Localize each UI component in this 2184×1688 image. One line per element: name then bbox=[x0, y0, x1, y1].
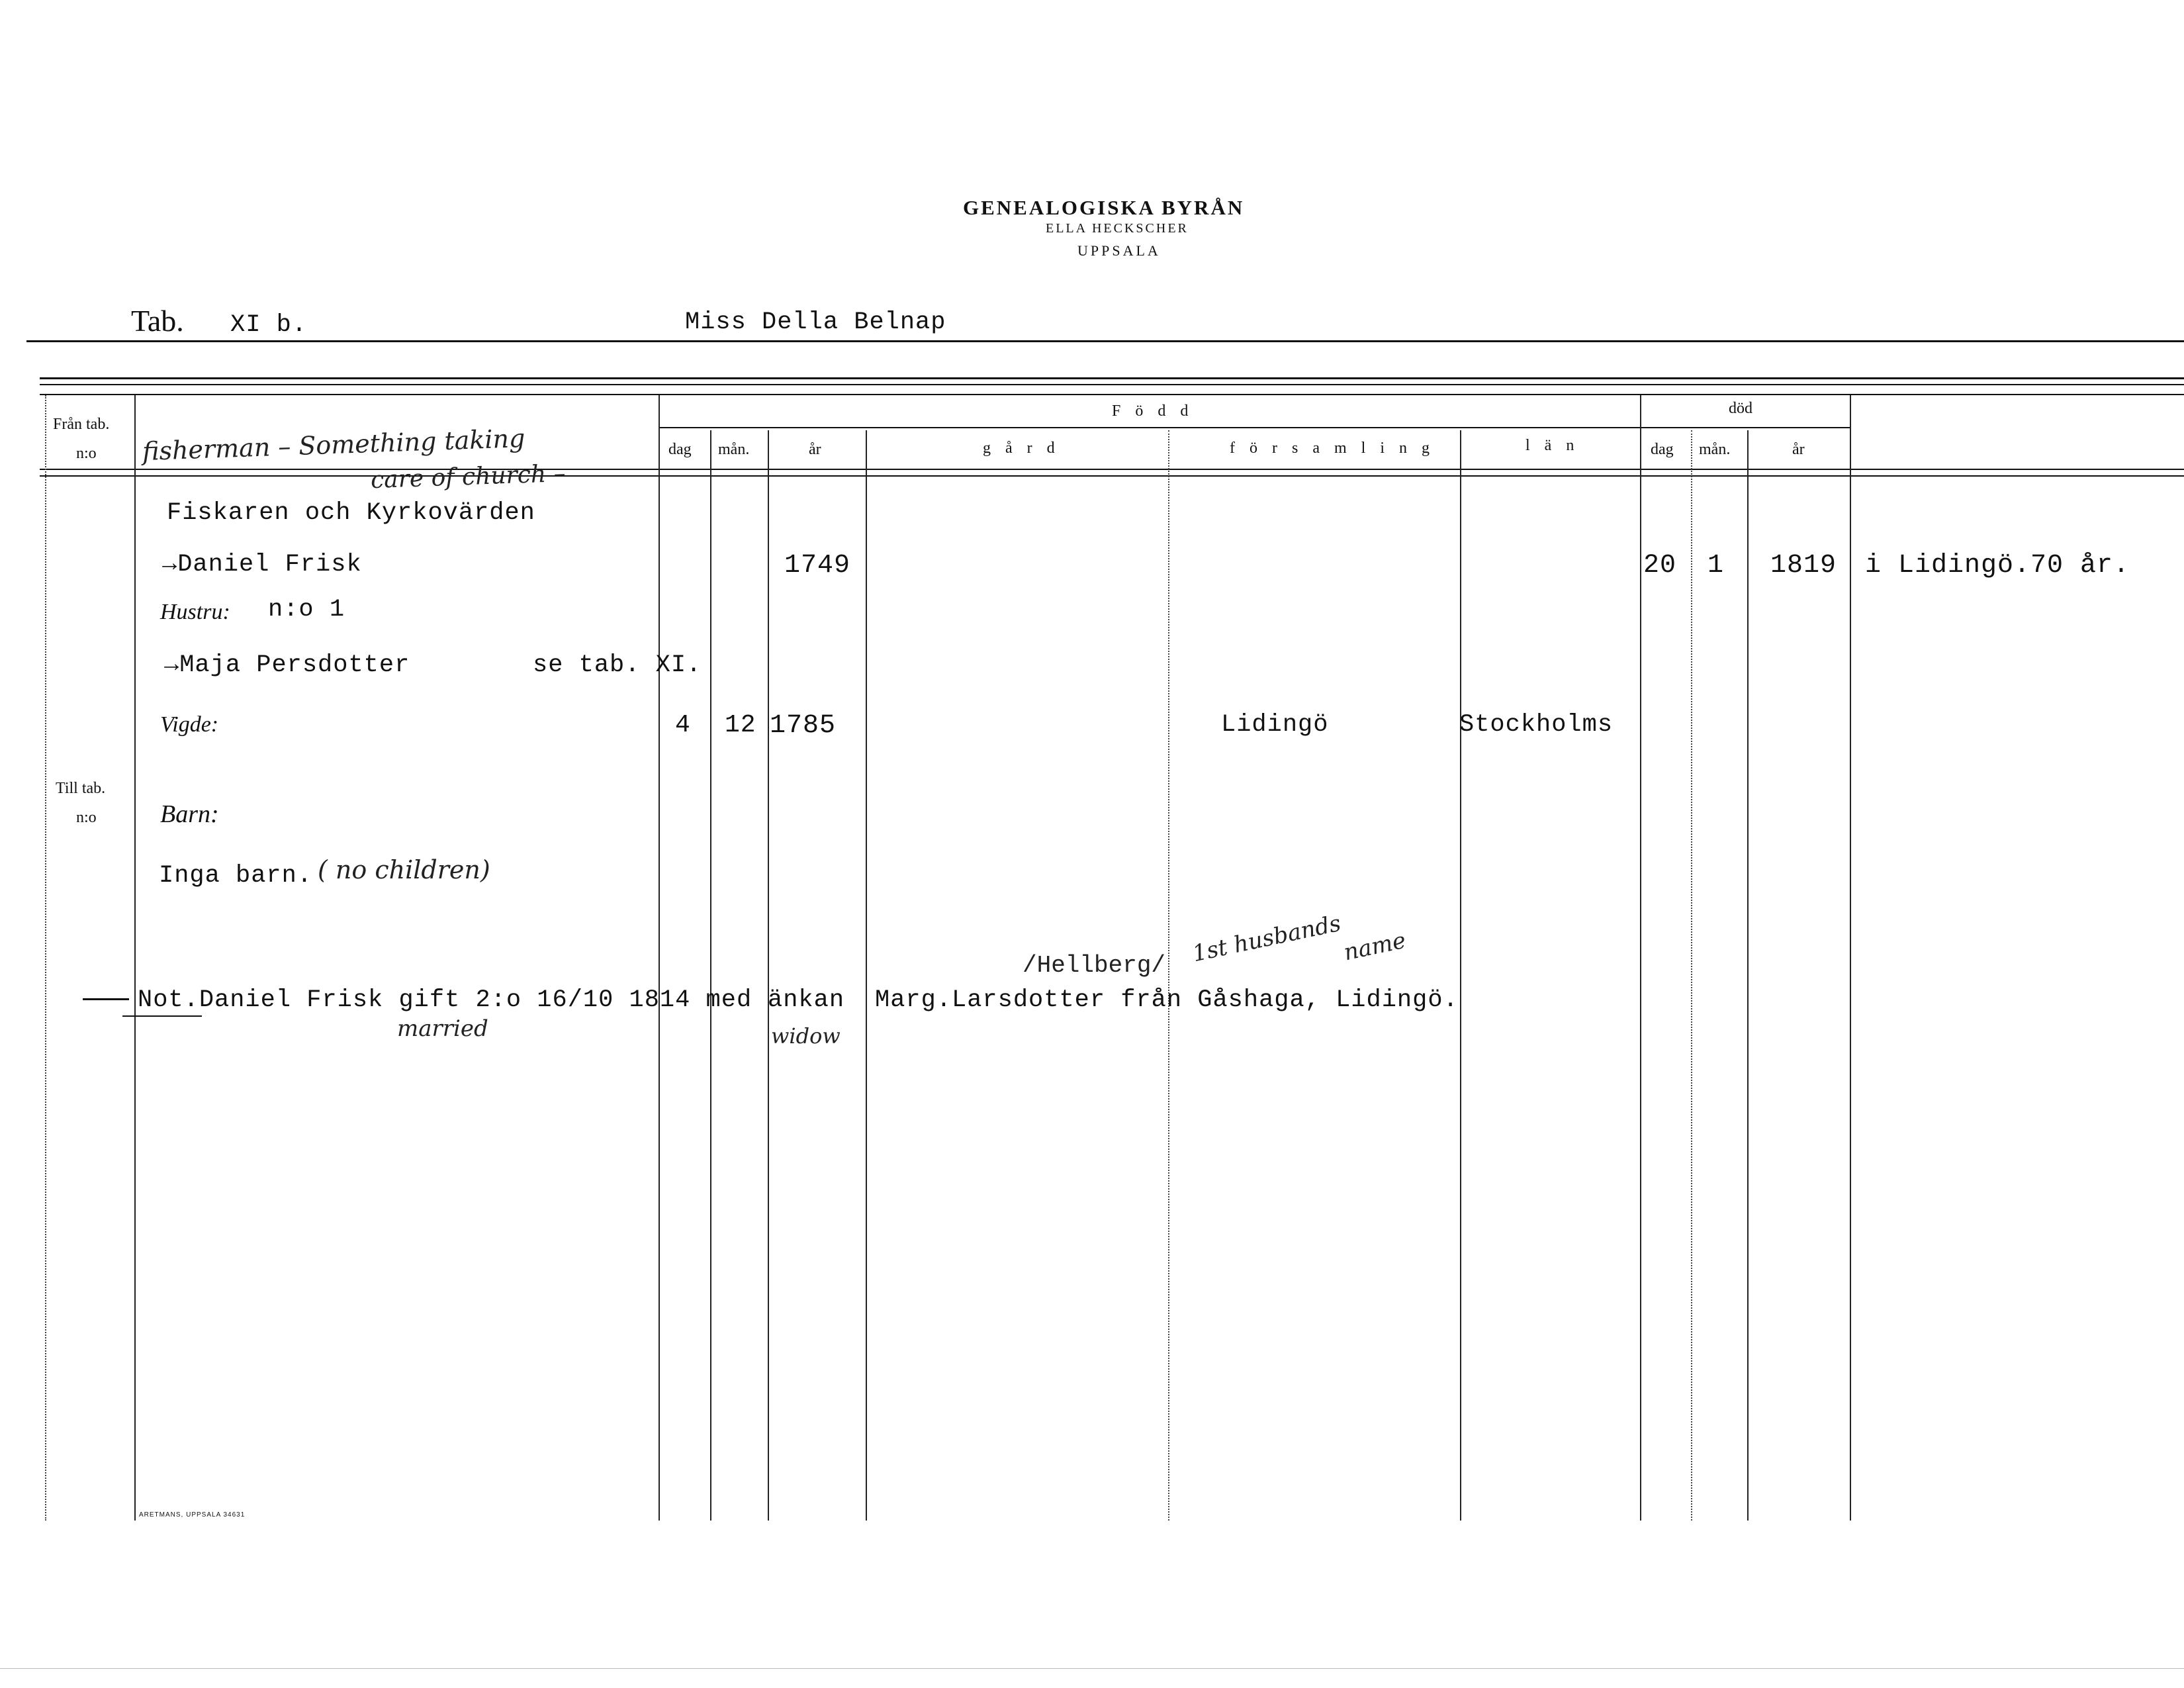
col-divider-man bbox=[768, 430, 769, 1521]
vigde-lan: Stockholms bbox=[1459, 711, 1614, 739]
death-note: i Lidingö.70 år. bbox=[1865, 551, 2130, 581]
header-till-no: n:o bbox=[76, 809, 97, 826]
arrow-mark-icon: → bbox=[164, 651, 180, 679]
col-left-edge bbox=[45, 395, 46, 1521]
barn-hand: ( no children) bbox=[318, 855, 490, 884]
table-top-rule-3 bbox=[40, 394, 2184, 395]
letterhead-org: GENEALOGISKA BYRÅN bbox=[963, 196, 1245, 219]
husband-name-text: Daniel Frisk bbox=[177, 551, 362, 579]
col-divider-dod-man bbox=[1747, 430, 1749, 1521]
page-bottom-edge bbox=[0, 1668, 2184, 1669]
letterhead-person: ELLA HECKSCHER bbox=[1046, 221, 1189, 236]
table-header-bottom-2 bbox=[40, 475, 2184, 477]
col-divider-fran bbox=[134, 395, 136, 1521]
table-header-bottom-1 bbox=[40, 469, 2184, 470]
client-name: Miss Della Belnap bbox=[685, 308, 946, 336]
vigde-day: 4 bbox=[675, 711, 691, 739]
col-divider-forsamling bbox=[1460, 430, 1461, 1521]
table-top-rule-2 bbox=[40, 384, 2184, 385]
note-hand-widow: widow bbox=[771, 1023, 841, 1049]
header-ar: år bbox=[809, 441, 821, 458]
note-hand-name: /Hellberg/ bbox=[1023, 952, 1166, 979]
hustru-label: Hustru: bbox=[160, 600, 230, 624]
header-dod-man: mån. bbox=[1699, 441, 1731, 458]
born-year: 1749 bbox=[784, 551, 851, 581]
header-lan: l ä n bbox=[1525, 437, 1580, 454]
note-text-b: änkan bbox=[768, 986, 845, 1014]
tab-value: XI b. bbox=[230, 311, 308, 339]
wife-ref: se tab. XI. bbox=[533, 651, 702, 679]
death-year: 1819 bbox=[1770, 551, 1837, 581]
header-till-tab: Till tab. bbox=[56, 780, 106, 797]
note-hand-name-word: name bbox=[1341, 927, 1408, 966]
vigde-year: 1785 bbox=[770, 711, 837, 741]
arrow-mark-icon: → bbox=[162, 551, 178, 579]
vigde-label: Vigde: bbox=[160, 712, 219, 737]
header-rule bbox=[26, 340, 2184, 342]
header-fran-tab: Från tab. bbox=[53, 416, 110, 433]
occupation: Fiskaren och Kyrkovärden bbox=[167, 499, 535, 527]
col-divider-lan bbox=[1640, 395, 1641, 1521]
wife-name bbox=[164, 651, 410, 679]
table-top-rule-1 bbox=[40, 377, 2184, 379]
header-dod-ar: år bbox=[1792, 441, 1805, 458]
header-dod: död bbox=[1729, 400, 1752, 417]
vigde-month: 12 bbox=[725, 711, 756, 739]
hustru-no: n:o 1 bbox=[268, 596, 345, 624]
note-text-c: Marg.Larsdotter från Gåshaga, Lidingö. bbox=[875, 986, 1459, 1014]
col-divider-dod-ar bbox=[1850, 395, 1851, 1521]
header-fran-no: n:o bbox=[76, 445, 97, 462]
hand-occupation-line2: care of church – bbox=[370, 459, 567, 494]
col-divider-ar bbox=[866, 430, 867, 1521]
husband-name bbox=[162, 551, 362, 579]
col-divider-gard bbox=[1168, 430, 1169, 1521]
barn-label: Barn: bbox=[160, 800, 219, 828]
note-hand-married: married bbox=[397, 1015, 488, 1042]
col-divider-dod-dag bbox=[1691, 430, 1692, 1521]
note-underline bbox=[122, 1015, 202, 1017]
header-forsamling: f ö r s a m l i n g bbox=[1230, 440, 1435, 457]
vigde-forsamling: Lidingö bbox=[1221, 711, 1329, 739]
tab-label: Tab. bbox=[131, 304, 184, 338]
death-month: 1 bbox=[1707, 551, 1725, 581]
note-dash bbox=[83, 998, 129, 1000]
printer-mark: ARETMANS, UPPSALA 34631 bbox=[139, 1511, 246, 1519]
header-gard: g å r d bbox=[983, 440, 1060, 457]
wife-name-text: Maja Persdotter bbox=[179, 651, 410, 679]
note-text-a: Not.Daniel Frisk gift 2:o 16/10 1814 med bbox=[138, 986, 752, 1014]
fodd-subrule bbox=[659, 427, 1850, 428]
header-man: mån. bbox=[718, 441, 750, 458]
header-dag: dag bbox=[668, 441, 692, 458]
letterhead-city: UPPSALA bbox=[1077, 242, 1161, 259]
header-dod-dag: dag bbox=[1651, 441, 1674, 458]
death-day: 20 bbox=[1643, 551, 1677, 581]
col-divider-text bbox=[659, 395, 660, 1521]
note-hand-first-husband: 1st husbands bbox=[1190, 910, 1343, 968]
barn-text: Inga barn. bbox=[159, 862, 313, 890]
col-divider-dag bbox=[710, 430, 711, 1521]
hand-occupation-line1: fisherman – Something taking bbox=[142, 423, 525, 467]
header-fodd: F ö d d bbox=[1112, 402, 1194, 420]
